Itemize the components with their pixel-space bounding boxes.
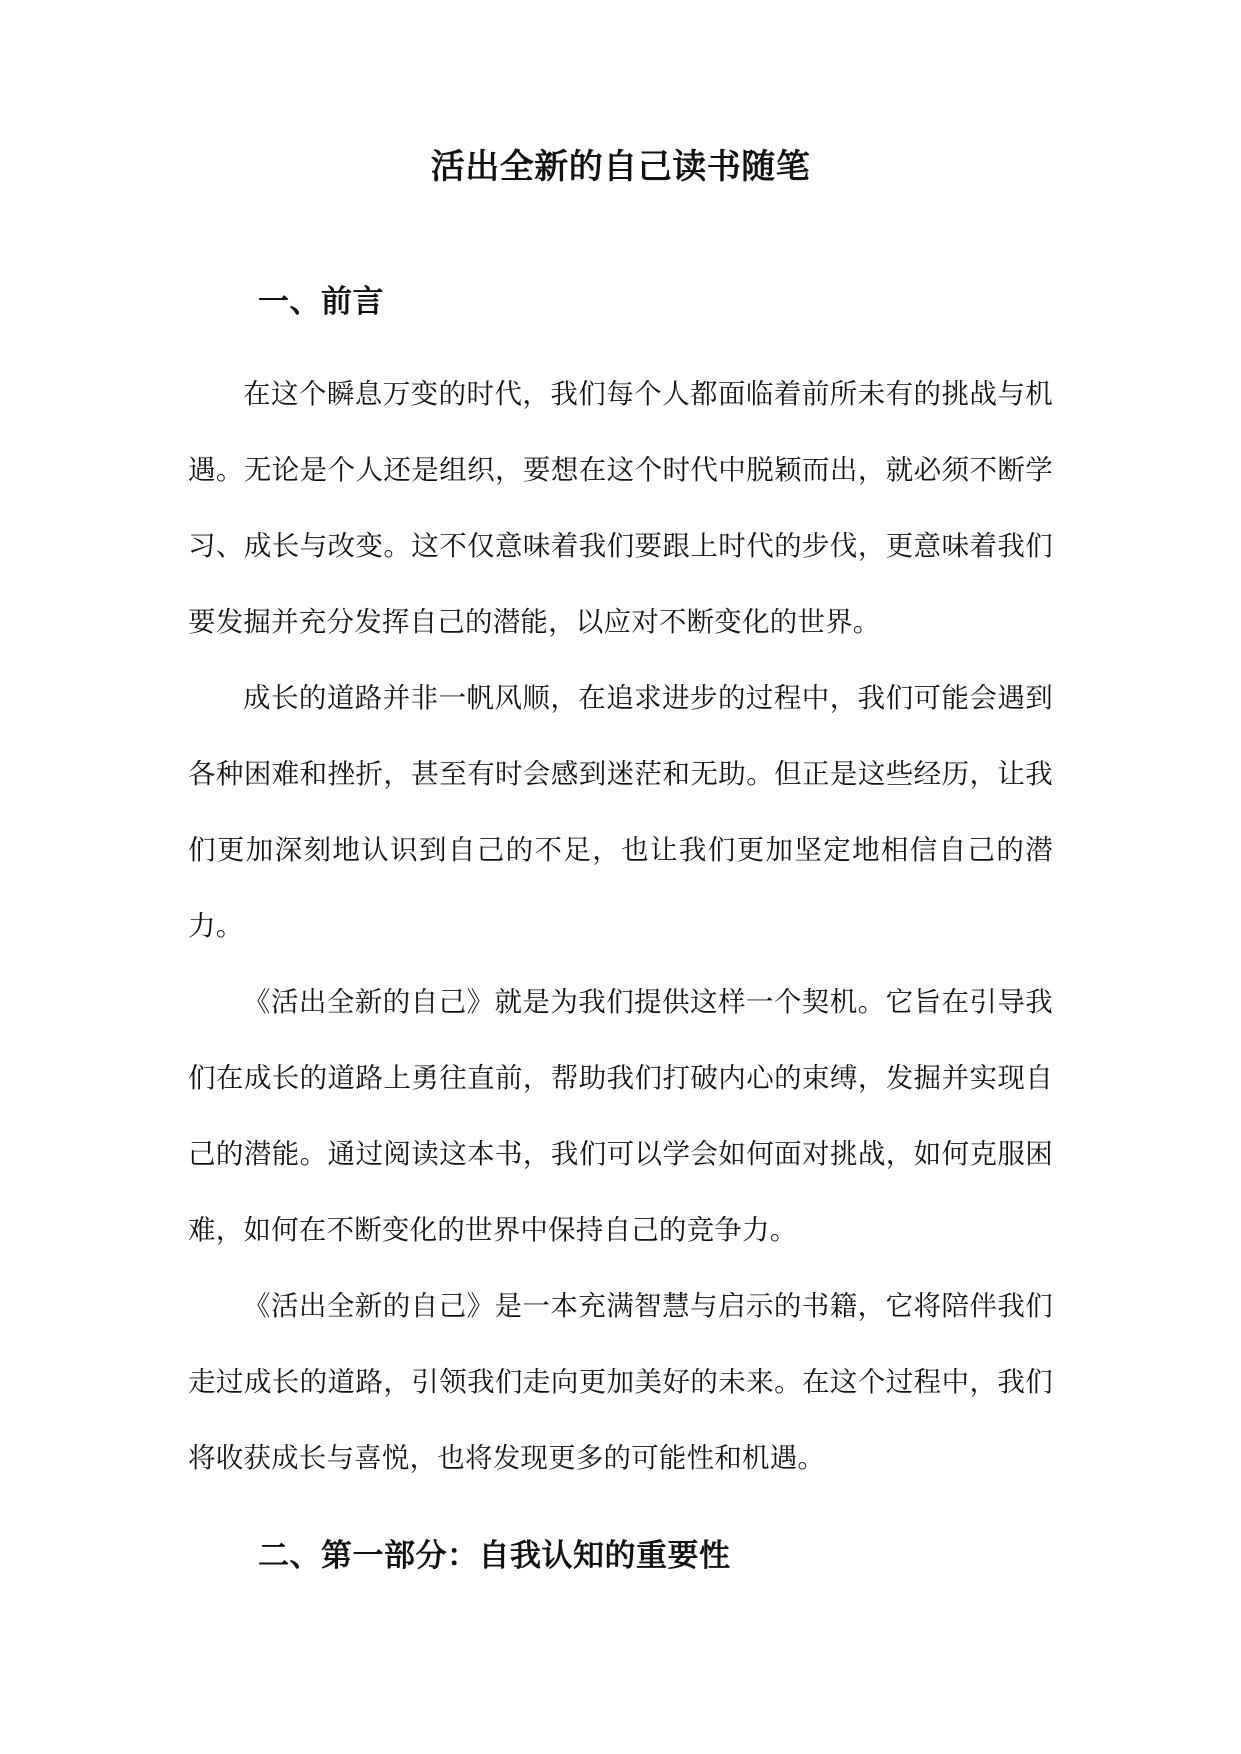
paragraph: 在这个瞬息万变的时代，我们每个人都面临着前所未有的挑战与机遇。无论是个人还是组织，要想在这个时代中脱颖而出，就必须不断学习、成长与改变。这不仅意味着我们要跟上时代的步伐，更意味着我们要发掘并充分发挥自己的潜能，以应对不断变化的世界。: [188, 378, 1053, 638]
section-heading-preface: 一、前言: [258, 284, 384, 320]
preface-body: [188, 356, 1053, 1496]
paragraph: 《活出全新的自己》是一本充满智慧与启示的书籍，它将陪伴我们走过成长的道路，引领我们走向更加美好的未来。在这个过程中，我们将收获成长与喜悦，也将发现更多的可能性和机遇。: [188, 1290, 1053, 1474]
section-heading-part-one: 二、第一部分：自我认知的重要性: [258, 1538, 731, 1574]
paragraph: 《活出全新的自己》就是为我们提供这样一个契机。它旨在引导我们在成长的道路上勇往直前，帮助我们打破内心的束缚，发掘并实现自己的潜能。通过阅读这本书，我们可以学会如何面对挑战，如何克服困难，如何在不断变化的世界中保持自己的竞争力。: [188, 986, 1053, 1246]
document-title: 活出全新的自己读书随笔: [430, 147, 811, 187]
paragraph: 成长的道路并非一帆风顺，在追求进步的过程中，我们可能会遇到各种困难和挫折，甚至有时会感到迷茫和无助。但正是这些经历，让我们更加深刻地认识到自己的不足，也让我们更加坚定地相信自己的潜力。: [188, 682, 1053, 942]
